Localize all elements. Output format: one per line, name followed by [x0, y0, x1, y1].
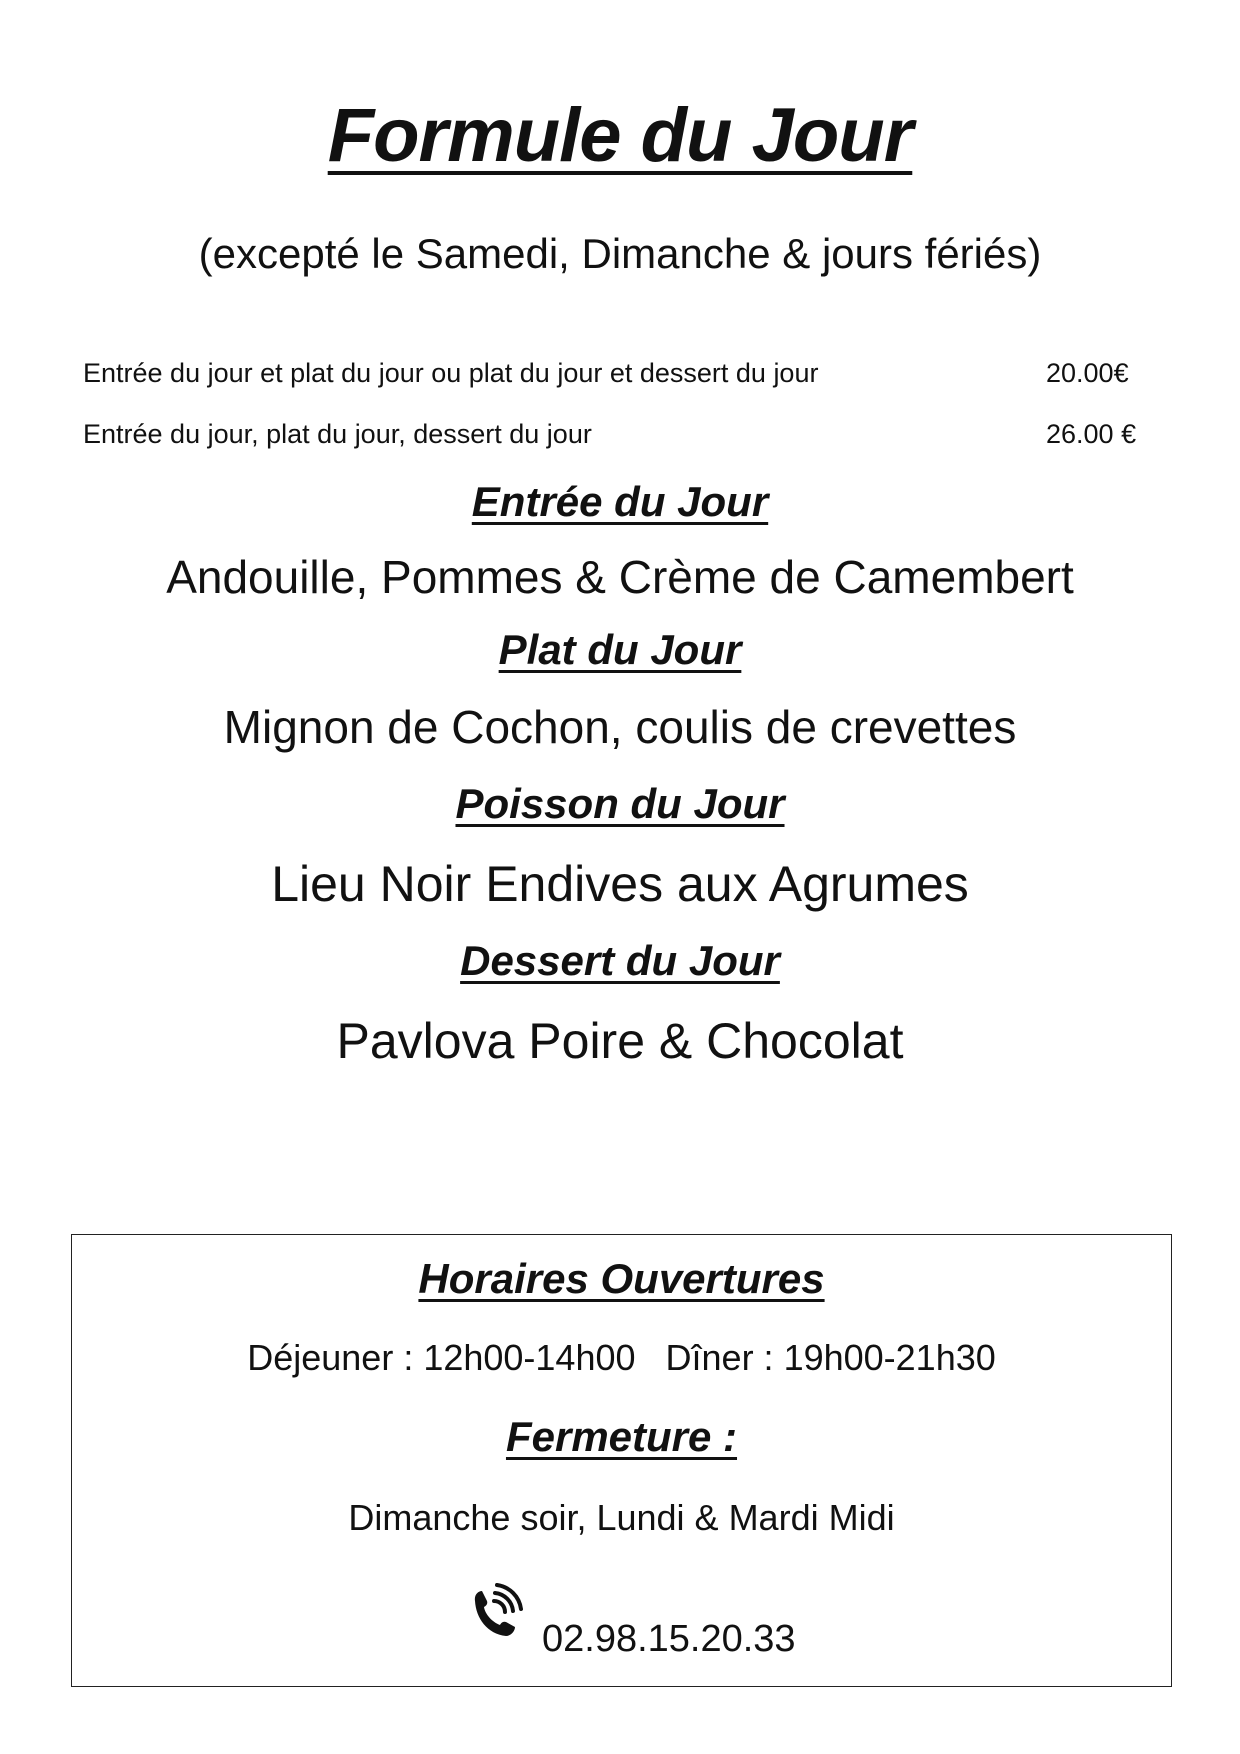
hours-heading: Horaires Ouvertures [418, 1255, 825, 1302]
closing-heading: Fermeture : [505, 1413, 738, 1460]
entree-heading: Entrée du Jour [471, 478, 769, 525]
plat-dish: Mignon de Cochon, coulis de crevettes [223, 701, 1017, 753]
formula-description: Entrée du jour et plat du jour ou plat du jour et dessert du jour [83, 358, 819, 388]
closing-text: Dimanche soir, Lundi & Mardi Midi [348, 1497, 895, 1538]
hours-text: Déjeuner : 12h00-14h00 Dîner : 19h00-21h30 [247, 1337, 996, 1378]
formula-price: 26.00 € [1046, 419, 1137, 449]
phone-icon [465, 1583, 535, 1653]
entree-dish: Andouille, Pommes & Crème de Camembert [166, 551, 1074, 603]
dessert-dish: Pavlova Poire & Chocolat [336, 1013, 904, 1069]
info-box [71, 1234, 1172, 1687]
phone-number[interactable]: 02.98.15.20.33 [542, 1618, 796, 1660]
dessert-heading: Dessert du Jour [460, 937, 780, 984]
poisson-heading: Poisson du Jour [455, 780, 785, 827]
formula-description: Entrée du jour, plat du jour, dessert du jour [83, 419, 592, 449]
poisson-dish: Lieu Noir Endives aux Agrumes [271, 856, 969, 912]
page-subtitle: (excepté le Samedi, Dimanche & jours fériés) [198, 230, 1042, 277]
page-title: Formule du Jour [327, 93, 913, 178]
plat-heading: Plat du Jour [498, 626, 742, 673]
formula-price: 20.00€ [1046, 358, 1129, 388]
